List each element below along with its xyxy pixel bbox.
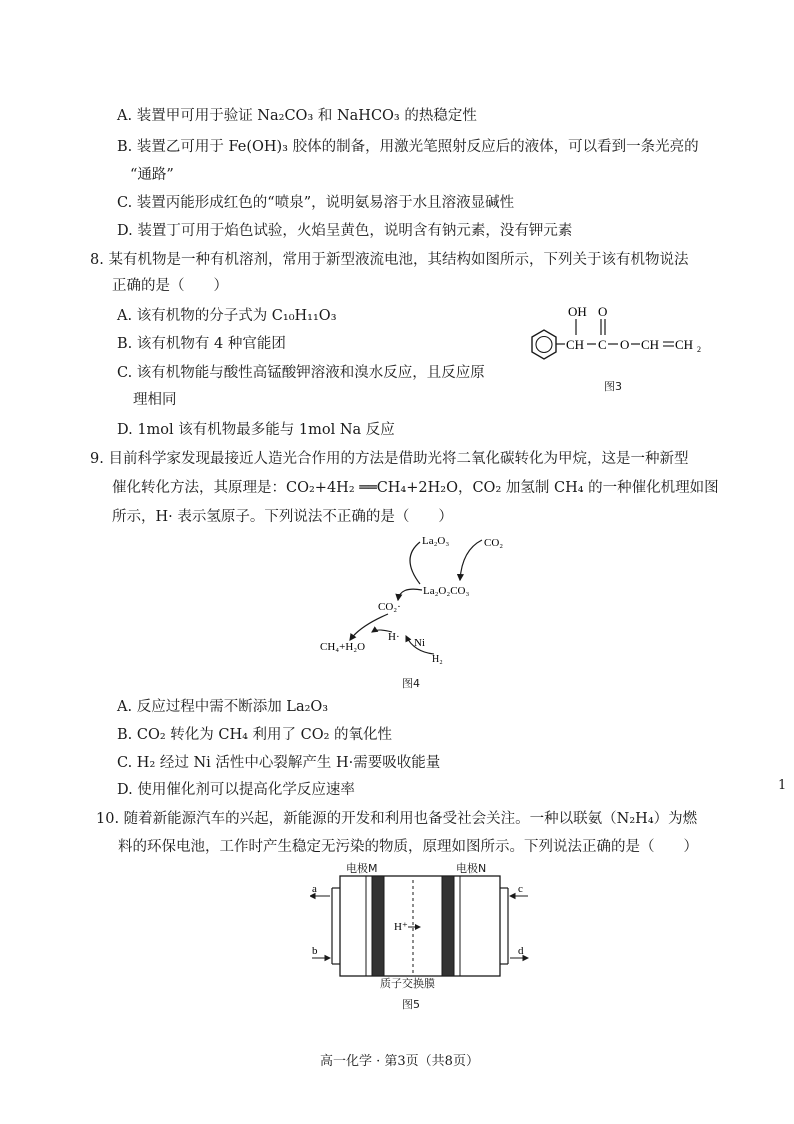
option-text: 使用催化剂可以提高化学反应速率 xyxy=(137,782,355,798)
h2-label: H₂ xyxy=(432,654,443,665)
co2-input-label: CO₂ xyxy=(484,537,504,549)
electrode-m xyxy=(372,876,384,976)
margin-mark: 1 xyxy=(778,778,787,793)
electrode-m-label: 电极M xyxy=(346,862,378,875)
q7-option-a xyxy=(117,104,477,125)
c-label: c xyxy=(518,883,523,895)
option-label: D. xyxy=(117,422,133,438)
electrode-n-label: 电极N xyxy=(456,862,487,875)
option-label: A. xyxy=(117,308,133,324)
membrane-label: 质子交换膜 xyxy=(380,977,435,990)
option-label: A. xyxy=(117,108,133,124)
electrode-n xyxy=(442,876,454,976)
q8-stem-line2: 正确的是（ ） xyxy=(112,278,228,294)
page-footer: 高一化学 · 第3页（共8页） xyxy=(320,1054,479,1069)
option-label: B. xyxy=(117,139,133,155)
cycle-left-arc xyxy=(410,542,420,584)
q8-option-c-continuation: 理相同 xyxy=(133,392,177,408)
question-number: 9. xyxy=(90,451,104,467)
co2-uptake-arrow xyxy=(460,540,482,580)
question-number: 8. xyxy=(90,252,104,268)
cell-body xyxy=(340,876,500,976)
q7-option-b-continuation xyxy=(130,163,174,184)
q9-option-c xyxy=(117,751,440,772)
option-text: 装置甲可用于验证 Na₂CO₃ 和 NaHCO₃ 的热稳定性 xyxy=(136,108,477,124)
co2-release-arrow xyxy=(398,589,422,600)
q9-stem-line2: 催化转化方法，其原理是：CO₂+4H₂ ══CH₄+2H₂O，CO₂ 加氢制 CH₄ 的一种催化机理如图 xyxy=(112,480,719,496)
q7-option-b xyxy=(117,135,699,156)
option-text: 该有机物有 4 种官能团 xyxy=(136,336,286,352)
q9-option-a xyxy=(117,695,328,716)
vinyl-ch-label: CH xyxy=(641,337,660,352)
option-text: 反应过程中需不断添加 La₂O₃ xyxy=(136,699,329,715)
option-label: C. xyxy=(117,365,133,381)
q8-option-a xyxy=(117,304,337,325)
option-label: D. xyxy=(117,782,133,798)
d-label: d xyxy=(518,945,524,957)
option-label: D. xyxy=(117,223,133,239)
q9-option-d xyxy=(117,778,355,799)
la2o3-label: La₂O₃ xyxy=(422,535,450,547)
question-text: 某有机物是一种有机溶剂，常用于新型液流电池，其结构如图所示，下列关于该有机物说法 xyxy=(108,252,689,268)
option-text: 装置丙能形成红色的“喷泉”，说明氨易溶于水且溶液显碱性 xyxy=(136,195,515,211)
la2o2co3-label: La₂O₂CO₃ xyxy=(423,585,470,597)
option-text: 该有机物能与酸性高锰酸钾溶液和溴水反应，且反应原 xyxy=(136,365,485,381)
ni-label: Ni xyxy=(414,637,425,649)
oh-label: OH xyxy=(568,304,587,319)
figure-4-caption: 图4 xyxy=(402,677,420,690)
q8-stem-line1 xyxy=(90,248,688,269)
q9-stem-line1 xyxy=(90,447,688,468)
option-text: 1mol 该有机物最多能与 1mol Na 反应 xyxy=(137,422,395,438)
benzene-inner-circle xyxy=(536,337,552,353)
ester-o-label: O xyxy=(620,337,630,352)
q7-option-c xyxy=(117,191,514,212)
q7-option-d xyxy=(117,219,572,240)
carbonyl-o-label: O xyxy=(598,304,608,319)
q8-option-d xyxy=(117,418,395,439)
option-text: 装置乙可用于 Fe(OH)₃ 胶体的制备，用激光笔照射反应后的液体，可以看到一条光亮的 xyxy=(136,139,699,155)
co2-radical-label: CO₂· xyxy=(378,601,401,613)
option-label: A. xyxy=(117,699,133,715)
h-radical-label: H· xyxy=(388,631,400,643)
q9-stem-line3: 所示，H· 表示氢原子。下列说法不正确的是（ ） xyxy=(112,509,453,525)
question-text: 随着新能源汽车的兴起，新能源的开发和利用也备受社会关注。一种以联氨（N₂H₄）为燃 xyxy=(123,811,698,827)
ch2-subscript: 2 xyxy=(697,345,701,354)
option-text: CO₂ 转化为 CH₄ 利用了 CO₂ 的氧化性 xyxy=(136,727,393,743)
c-label: C xyxy=(598,337,607,352)
ch2-label: CH xyxy=(675,337,694,352)
a-label: a xyxy=(312,883,317,895)
q8-option-c xyxy=(117,361,485,382)
option-label: C. xyxy=(117,195,133,211)
option-text: 装置丁可用于焰色试验，火焰呈黄色，说明含有钠元素，没有钾元素 xyxy=(137,223,573,239)
products-label: CH₄+H₂O xyxy=(320,641,366,653)
q10-stem-line2: 料的环保电池，工作时产生稳定无污染的物质，原理如图所示。下列说法正确的是（ ） xyxy=(118,839,698,855)
b-label: b xyxy=(312,945,318,957)
q9-option-b xyxy=(117,723,392,744)
h-plus-label: H⁺ xyxy=(394,921,408,933)
question-text: 目前科学家发现最接近人造光合作用的方法是借助光将二氧化碳转化为甲烷，这是一种新型 xyxy=(108,451,689,467)
ch-label: CH xyxy=(566,337,585,352)
figure-4-mechanism xyxy=(310,528,530,668)
figure-3-caption: 图3 xyxy=(604,380,622,393)
option-text: “通路” xyxy=(130,167,174,183)
question-number: 10. xyxy=(96,811,120,827)
option-label: B. xyxy=(117,336,133,352)
figure-5-caption: 图5 xyxy=(402,998,420,1011)
option-text: H₂ 经过 Ni 活性中心裂解产生 H·需要吸收能量 xyxy=(136,755,441,771)
option-label: B. xyxy=(117,727,133,743)
q10-stem-line1 xyxy=(96,807,697,828)
product-arrow xyxy=(350,614,388,640)
option-text: 该有机物的分子式为 C₁₀H₁₁O₃ xyxy=(136,308,337,324)
option-label: C. xyxy=(117,755,133,771)
q8-option-b xyxy=(117,332,286,353)
